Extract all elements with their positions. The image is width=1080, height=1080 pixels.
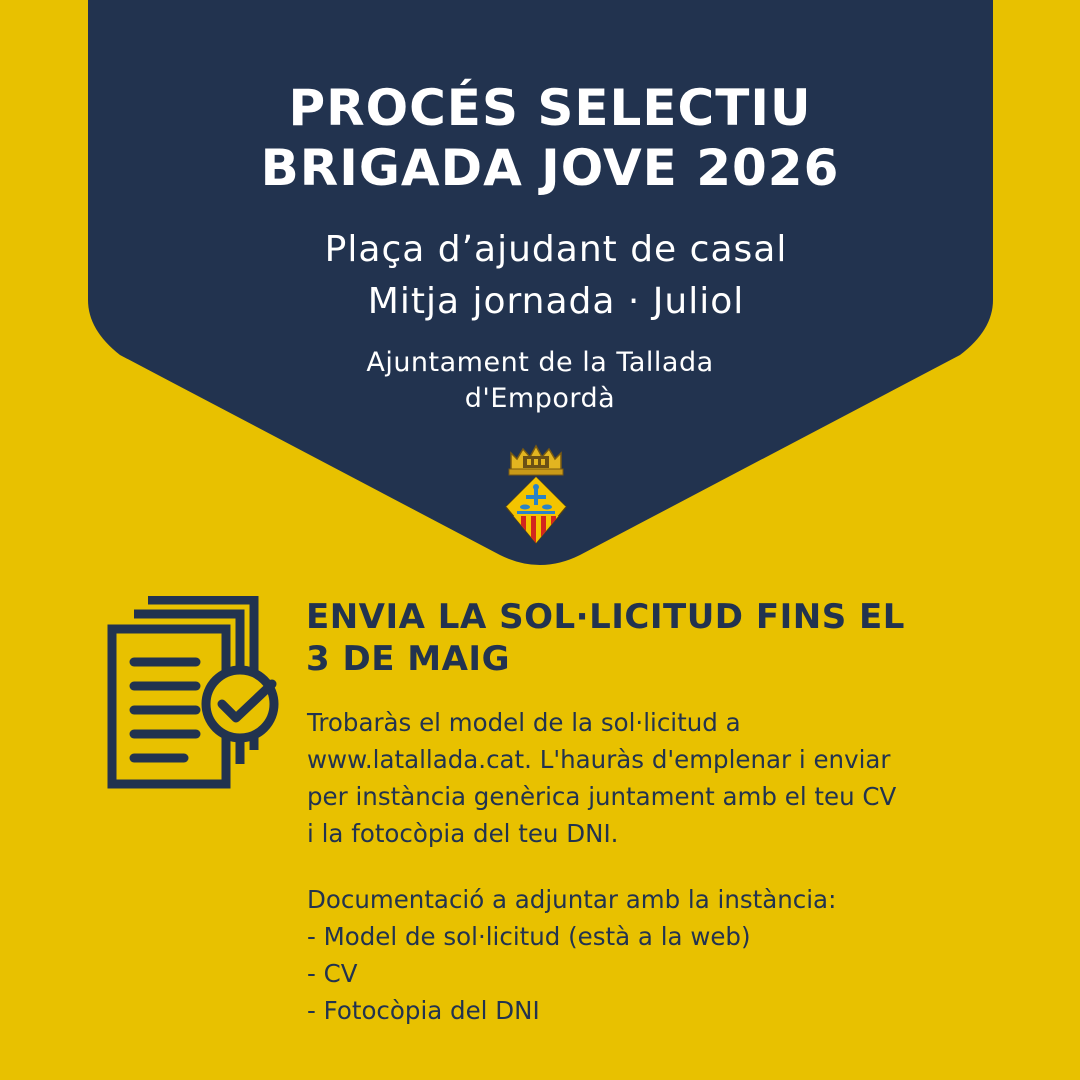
heading-line-1: ENVIA LA SOL·LICITUD FINS EL [306, 597, 905, 637]
organization-name [0, 345, 1080, 417]
job-subtitle [16, 224, 1080, 328]
title-line-1: PROCÉS SELECTIU [288, 79, 812, 137]
title-line-2: BRIGADA JOVE 2026 [260, 139, 840, 197]
documentation-list [307, 881, 1047, 1029]
document-check-icon [104, 596, 284, 792]
list-heading: Documentació a adjuntar amb la instància: [307, 885, 837, 914]
subtitle-line-2: Mitja jornada · Juliol [367, 281, 745, 322]
section-heading [306, 596, 1026, 680]
paragraph-line: per instància genèrica juntament amb el teu CV [307, 782, 897, 811]
page-title [10, 78, 1080, 198]
heading-line-2: 3 DE MAIG [306, 639, 510, 679]
paragraph-line: Trobaràs el model de la sol·licitud a [307, 708, 741, 737]
org-line-2: d'Empordà [464, 383, 616, 414]
instructions-paragraph [307, 704, 1047, 852]
coat-of-arms-icon [503, 443, 569, 547]
paragraph-line: i la fotocòpia del teu DNI. [307, 819, 619, 848]
list-item: - Model de sol·licitud (està a la web) [307, 922, 751, 951]
paragraph-line: www.latallada.cat. L'hauràs d'emplenar i enviar [307, 745, 891, 774]
list-item: - Fotocòpia del DNI [307, 996, 540, 1025]
subtitle-line-1: Plaça d’ajudant de casal [324, 229, 788, 270]
org-line-1: Ajuntament de la Tallada [366, 347, 714, 378]
list-item: - CV [307, 959, 358, 988]
